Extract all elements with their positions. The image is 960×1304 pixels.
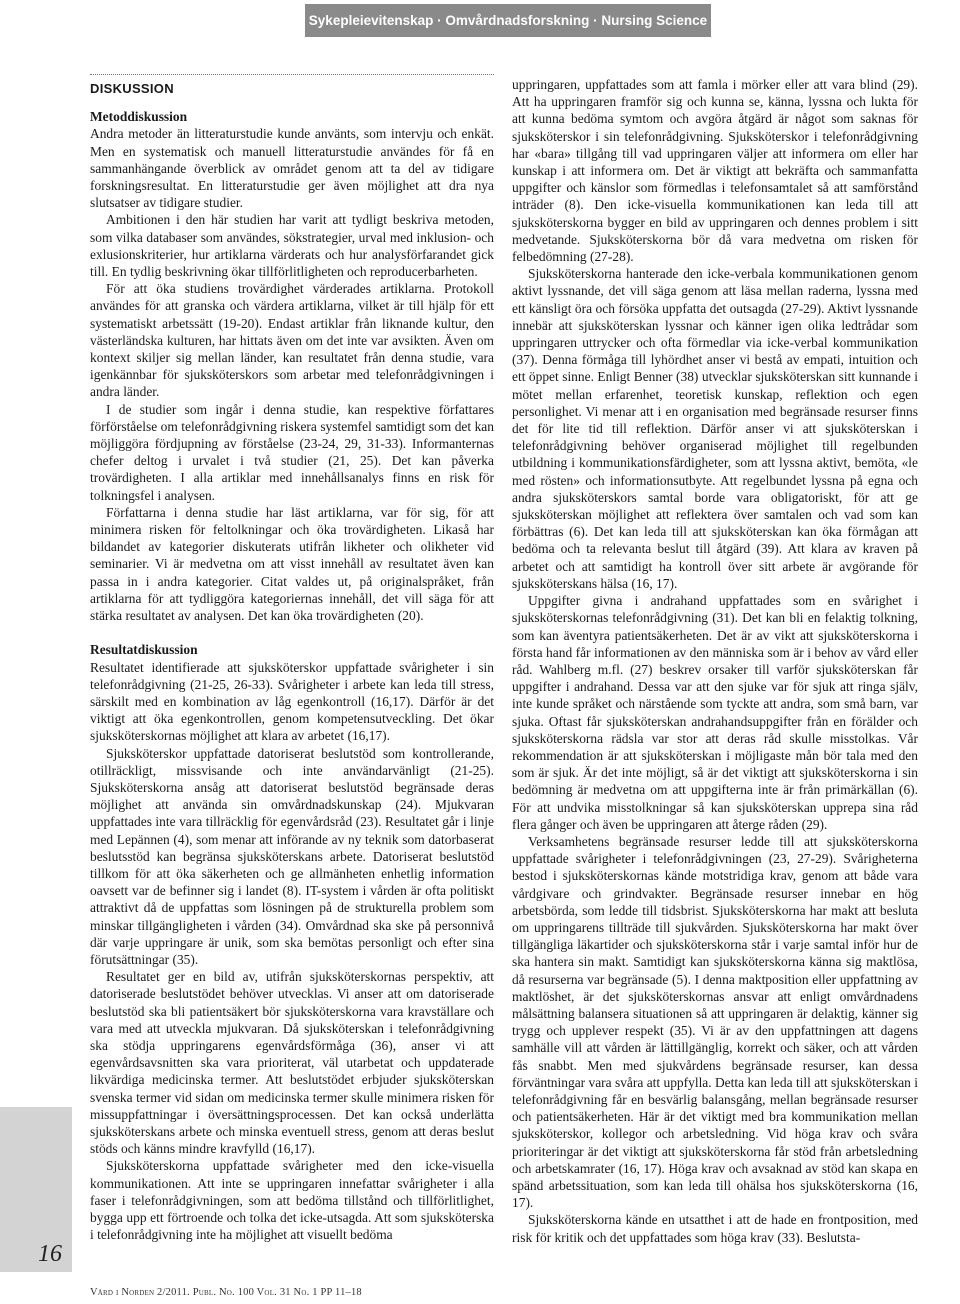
page-number: 16 — [38, 1241, 62, 1267]
section-heading: DISKUSSION — [90, 81, 174, 96]
paragraph: Sjuksköterskorna kände en utsatthet i att de hade en frontposition, med risk för kritik och det uppfattades som höga krav (33). Beslutsta- — [512, 1212, 918, 1245]
right-column — [512, 76, 918, 1246]
paragraph: Författarna i denna studie har läst artiklarna, var för sig, för att minimera risken för feltolkningar och öka trovärdigheten. Likaså har bildandet av kategorier diskuterats utifrån likheter och olikheter vid seminarier. Vi är medvetna om att visst innehåll av resultatet även kan passa in i andra kategorier. Citat valdes ut, på originalspråket, från artiklarna för att tydliggöra kategoriernas innehåll, det vill säga för att stärka resultatet av analysen. Det kan öka trovärdigheten (20). — [90, 504, 494, 624]
paragraph: Verksamhetens begränsade resurser ledde till att sjuksköterskorna uppfattade svårigheter i telefonrådgivningen (23, 27-29). Svårigheterna bestod i sjuksköterskornas kände motstridiga krav, genom att både vara vårdgivare och grindvakter. Begränsade resurser innebar en hög arbetsbörda, som ledde till tidsbrist. Sjuksköterskorna har makt att besluta om uppringarens tillträde till sjukvården. Sjuksköterskorna har makt över tillgängliga läkartider och sjuksköterskorna står i varje samtal inför hur de ska hantera sin makt. Samtidigt kan sjuksköterskorna känna sig maktlösa, då resurserna var begränsade (5). I denna maktposition eller uppfattning av maktlöshet, är det sjuksköterskornas ansvar att enligt omvårdnadens målsättning balansera situationen så att uppringaren är delaktig, känner sig trygg och upplever respekt (35). Vi är av den uppfattningen att dagens samhälle vill att vården är lättillgänglig, korrekt och säker, och att vården fås snabbt. Men med sjukvårdens begränsade resurser, kan dessa förväntningar vara svåra att uppfylla. Detta kan leda till att sjuksköterskan i telefonrådgivning får en besvärlig balansgång, mellan begränsade resurser och patientsäkerheten. Här är det viktigt med bra kommunikation mellan sjuksköterskor, kollegor och arbetsledning. Vid höga krav och svåra prioriteringar är det viktigt att sjuksköterskorna får stöd från arbetsledning och arbetskamrater (16, 17). Höga krav och avsaknad av stöd kan skapa en spänd arbetssituation, som kan leda till ohälsa hos sjuksköterskorna (16, 17). — [512, 833, 918, 1211]
paragraph: Resultatet identifierade att sjuksköterskor uppfattade svårigheter i sin telefonrådgivning (21-25, 26-33). Svårigheter i arbete kan leda till stress, särskilt med en kombination av låg egenkontroll (16,17). Därför är det viktigt att öka egenkontrollen, genom kompetensutveckling. Det ökar sjuksköterskornas möjlighet att klara av arbetet (16,17). — [90, 659, 494, 744]
left-column — [90, 80, 494, 1243]
paragraph: För att öka studiens trovärdighet värderades artiklarna. Protokoll användes för att granska och värdera artiklarna, vilket är till hjälp för ett systematiskt arbetssätt (19-20). Endast artiklar från liknande kultur, den västerländska kulturen, har hittats även om det inte var avsikten. Även om kontext skiljer sig mellan länder, kan resultatet från denna studie, vara igenkännbar för sjuksköterskors som arbetar med telefonrådgivningen i andra länder. — [90, 281, 494, 400]
paragraph: uppringaren, uppfattades som att famla i mörker eller att vara blind (29). Att ha uppringaren framför sig och kunna se, känna, lyssna och lukta för att kunna bedöma symtom och avgöra åtgärd är något som saknas för sjuksköterskor i sin telefonrådgivning. Sjuksköterskor i telefonrådgivning har «bara» tillgång till vad uppringaren väljer att informera om eller har kunskap i att informera om. Det är viktigt att bekräfta och sammanfatta uppgifter och känslor som förmedlas i telefonsamtalet så att samförstånd inträder (8). Den icke-visuella kommunikationen kan leda till att sjuksköterskorna bygger en bild av uppringaren och dennes problem i sitt medvetande. Sjuksköterskorna bör då vara medvetna om risken för felbedömning (27-28). — [512, 77, 918, 265]
paragraph: Sjuksköterskorna hanterade den icke-verbala kommunikationen genom aktivt lyssnande, det vill säga genom att läsa mellan raderna, lyssna med ett känsligt öra och försöka uppfatta det outsagda (27-29). Aktivt lyssnande innebär att sjuksköterskan lyssnar och känner igen olika ledtrådar som uppringaren uttrycker och ofta förmedlar via icke-verbal kommunikation (37). Denna förmåga till lyhördhet anser vi bestå av empati, intuition och ett öppet sinne. Enligt Benner (38) utvecklar sjuksköterskan sitt kunnande i mötet mellan erfarenhet, teoretisk kunskap, reflektion och egen personlighet. Vi menar att i en organisation med begränsade resurser finns det för lite tid till reflektion. Därför anser vi att sjuksköterskan i telefonrådgivning behöver organiserad möjlighet till regelbunden utbildning i kommunikationsfärdigheter, som att lyssna aktivt, bemöta, «le med rösten» och informationsutbyte. Att regelbundet lyssna på egna och andra sjuksköterskors samtal borde vara obligatoriskt, för att ge sjuksköterskan möjlighet att reflektera över samtalen och vad som kan förbättras (6). Det kan leda till att sjuksköterskan kan öka förmågan att bedöma och ta relevanta beslut till åtgärd (39). Att klara av kraven på arbetet och att samtidigt ha kontroll över sitt arbete är avgörande för sjuksköterskans hälsa (16, 17). — [512, 266, 918, 591]
paragraph: Sjuksköterskor uppfattade datoriserat beslutstöd som kontrollerande, otillräckligt, missvisande och inte användarvänligt (21-25). Sjuksköterskorna ansåg att datoriserat beslutstöd begränsade deras möjlighet att använda sin omvårdnadskunskap (24). Mjukvaran uppfattades inte vara tillräcklig för egenvårdsråd (23). Resultatet går i linje med Lepännen (4), som menar att införande av ny teknik som datorbaserat beslutsstöd kan begränsa sjuksköterskans arbete. Datoriserat beslutstöd tillkom för att öka säkerheten och ge allmänheten enhetlig information oavsett var de befinner sig i landet (8). IT-system i vården är ofta politiskt attraktivt då de uppfattas som lösningen på de strukturella problem som minskar tillgängligheten i vården (34). Omvårdnad ska ske på personnivå där varje uppringare är unik, som ska bemötas personligt och efter sina förutsättningar (35). — [90, 745, 494, 967]
paragraph: Andra metoder än litteraturstudie kunde använts, som intervju och enkät. Men en systematisk och manuell litteraturstudie användes för få en sammanhängande överblick av området genom att ta del av tidigare forskningsresultat. En litteraturstudie ger även möjlighet att dra nya slutsatser av tidigare studier. — [90, 126, 494, 211]
section-divider — [90, 74, 494, 75]
results-heading: Resultatdiskussion — [90, 642, 198, 658]
paragraph: Ambitionen i den här studien har varit att tydligt beskriva metoden, som vilka databaser som användes, sökstrategier, urval med inklusion- och exlusionskriterier, hur artiklarna värderats och hur analysförfarandet gick till. En tydlig beskrivning ökar tillförlitligheten och reproducerbarheten. — [90, 212, 494, 280]
paragraph: Uppgifter givna i andrahand uppfattades som en svårighet i sjuksköterskornas telefonrådgivning (31). Det kan bli en felaktig tolkning, som kan äventyra patientsäkerheten. Det är av vikt att sjuksköterskorna i första hand får informationen av den människa som är i behov av vård eller råd. Wahlberg m.fl. (27) beskrev orsaker till varför sjuksköterskan får uppgifter i andrahand. Dessa var att den sjuke var för sjuk att ringa själv, inte kunde språket och närstående som tyckte att andra, som små barn, var sjuka. Oftast får sjuksköterskan andrahandsuppgifter från en förälder och sjuksköterskorna rädsla var stor att deras råd skulle misstolkas. Vår rekommendation är att sjuksköterskan i möjligaste mån bör tala med den som är sjuk. Är det inte möjligt, så är det viktigt att sjuksköterskorna i sin bedömning är medvetna om att uppgifterna inte är från primärkällan (6). För att undvika misstolkningar så kan sjuksköterskan upprepa sina råd flera gånger och även be uppringaren att återge råden (29). — [512, 593, 918, 832]
footer-citation: Vård i Norden 2/2011. Publ. No. 100 Vol. 31 No. 1 PP 11–18 — [90, 1287, 362, 1298]
journal-header: Sykepleievitenskap · Omvårdnadsforskning · Nursing Science — [305, 4, 711, 37]
paragraph: Sjuksköterskorna uppfattade svårigheter med den icke-visuella kommunikationen. Att inte se uppringaren innefattar svårigheter i alla faser i telefonrådgivningen, som att bedöma tillstånd och tillförlitlighet, bygga upp ett förtroende och tolka det icke-utsagda. Att som sjuksköterska i telefonrådgivning inte ha möjlighet att visuellt bedöma — [90, 1158, 494, 1243]
paragraph: I de studier som ingår i denna studie, kan respektive författares förförståelse om telefonrådgivning riskera systemfel samtidigt som det kan möjliggöra fördjupning av förståelse (23-24, 29, 31-33). Informanternas chefer deltog i urvalet i två studier (21, 25). Det kan påverka trovärdigheten. I alla artiklar med innehållsanalys finns en risk för tolkningsfel i analysen. — [90, 401, 494, 503]
method-heading: Metoddiskussion — [90, 109, 188, 125]
paragraph: Resultatet ger en bild av, utifrån sjuksköterskornas perspektiv, att datoriserade beslutstödet behöver utvecklas. Vi anser att om datoriserade beslutstöd ska bli patientsäkert bör sjuksköterskorna vara kravställare och vara med att utveckla mjukvaran. Då sjuksköterskan i telefonrådgivning ska stödja uppringarens egenvårdsförmåga (36), anser vi att egenvårdsavsnitten ska vara prioriterat, väl utarbetat och uppdaterade likvärdiga medicinska termer. Att beslutstödet erbjuder sjuksköterskan svenska termer vid sidan om medicinska termer skulle minimera risken för missuppfattningar i översättningsprocessen. Det kan också underlätta sjuksköterskans arbete och minska eventuell stress, genom att deras beslut stöds och känns mindre kravfylld (16,17). — [90, 969, 494, 1157]
